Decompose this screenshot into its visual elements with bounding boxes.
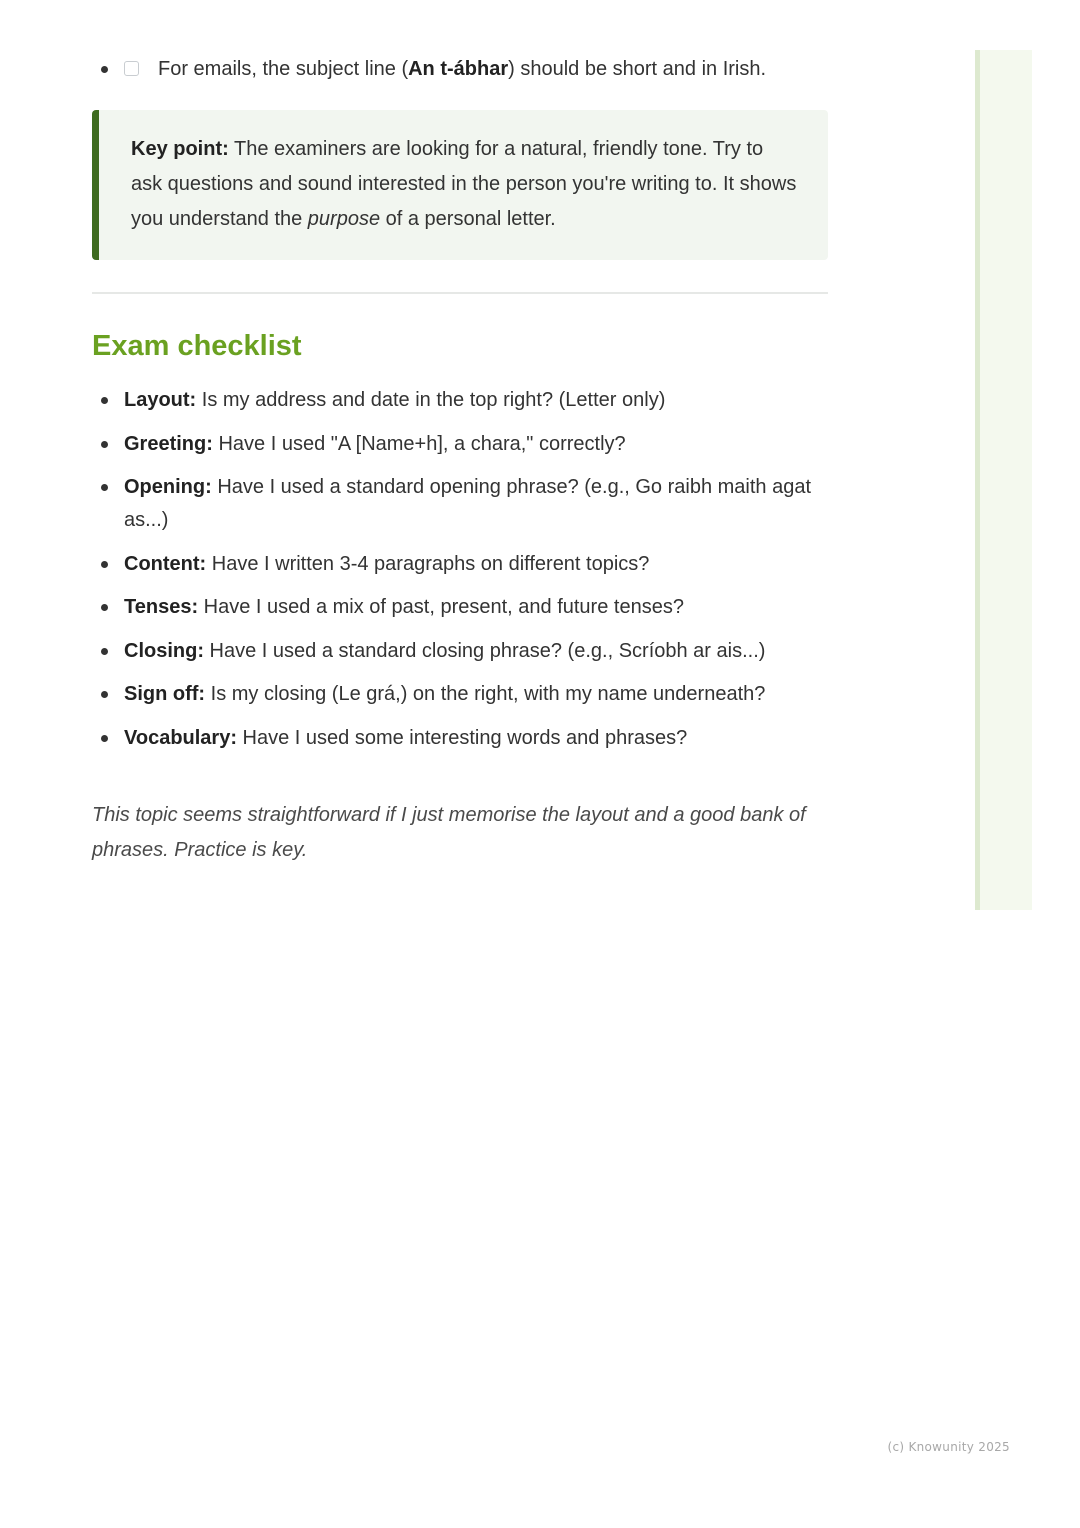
section-heading: Exam checklist — [92, 330, 302, 362]
bullet — [101, 648, 108, 655]
callout-emphasis: purpose — [307, 208, 381, 230]
checklist-label: Layout: — [124, 389, 197, 411]
closing-note: This topic seems straightforward if I just memorise the layout and a good bank of phrases. Practice is key. — [92, 804, 806, 861]
task-text — [158, 54, 766, 84]
checklist-text: Have I used a mix of past, present, and future tenses? — [198, 596, 684, 618]
bullet — [101, 441, 108, 448]
checklist-text: Have I used "A [Name+h], a chara," correctly? — [212, 432, 626, 455]
checklist-text: Is my address and date in the top right? (Letter only) — [196, 389, 666, 411]
checklist-label: Content: — [124, 552, 207, 575]
side-panel — [975, 50, 1032, 910]
callout-label: Key point: — [131, 138, 229, 160]
checklist-text: Have I written 3-4 paragraphs on different topics? — [206, 552, 650, 575]
task-text-after: ) should be short and in Irish. — [508, 58, 767, 80]
section-divider — [92, 292, 828, 294]
exam-checklist — [92, 384, 828, 765]
task-text-before: For emails, the subject line ( — [158, 58, 409, 80]
bullet — [101, 397, 108, 404]
checklist-item-greeting — [92, 428, 828, 461]
checklist-item-layout — [92, 384, 828, 417]
callout-text-1: The examiners are looking for a natural, friendly tone. Try to ask questions and sound interested in the person you're writing to. It shows you understand the — [131, 138, 797, 230]
checklist-label: Opening: — [124, 476, 212, 498]
callout-text-2: of a personal letter. — [380, 208, 556, 230]
checklist-item-closing — [92, 635, 828, 668]
checklist-label: Sign off: — [124, 683, 206, 705]
checklist-text: Is my closing (Le grá,) on the right, with my name underneath? — [205, 683, 766, 705]
task-text-bold: An t-ábhar — [408, 58, 509, 80]
checklist-label: Closing: — [124, 639, 204, 662]
bullet — [101, 561, 108, 568]
checklist-item-tenses — [92, 591, 828, 624]
checklist-label: Tenses: — [124, 596, 199, 618]
task-checkbox[interactable] — [124, 61, 139, 76]
bullet — [101, 66, 108, 73]
bullet — [101, 735, 108, 742]
copyright-footer: (c) Knowunity 2025 — [887, 1440, 1010, 1454]
checklist-item-vocabulary — [92, 722, 828, 755]
checklist-label: Vocabulary: — [124, 726, 237, 749]
bullet — [101, 604, 108, 611]
bullet — [101, 691, 108, 698]
checklist-text: Have I used a standard opening phrase? (e.g., Go raibh maith agat as...) — [124, 476, 812, 531]
checklist-text: Have I used a standard closing phrase? (e.g., Scríobh ar ais...) — [204, 639, 766, 662]
checklist-item-opening — [92, 471, 828, 537]
task-list-item — [92, 54, 832, 84]
checklist-label: Greeting: — [124, 432, 213, 455]
checklist-text: Have I used some interesting words and phrases? — [237, 726, 688, 749]
checklist-item-sign-off — [92, 678, 828, 711]
checklist-item-content — [92, 548, 828, 581]
key-point-callout — [92, 110, 828, 260]
bullet — [101, 484, 108, 491]
